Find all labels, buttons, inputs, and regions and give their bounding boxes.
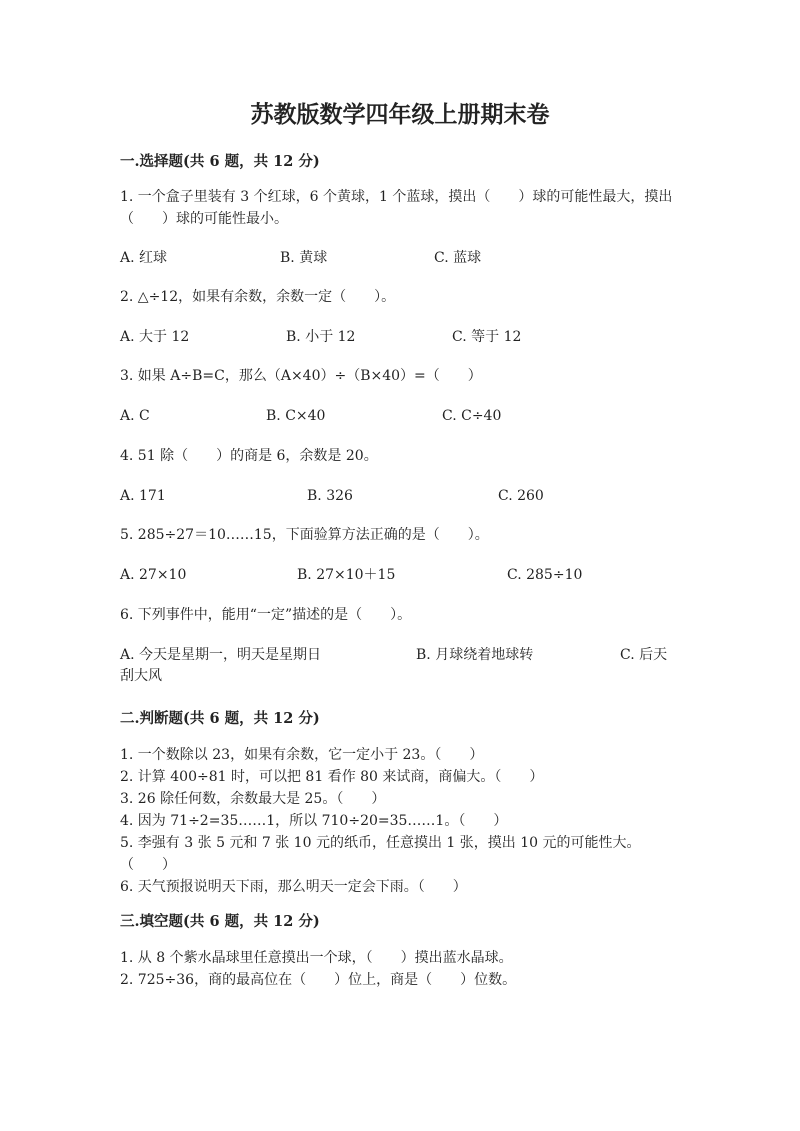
judgement-item-5: 5. 李强有 3 张 5 元和 7 张 10 元的纸币，任意摸出 1 张，摸出 10 元的可能性大。 （ ）: [120, 835, 662, 873]
option-b: B. 326: [307, 488, 353, 504]
question-4-options: [120, 485, 680, 507]
option-a: A. 27×10: [120, 567, 187, 583]
section-heading-fill-blank: 三.填空题(共 6 题，共 12 分): [120, 913, 320, 930]
judgement-item-2: 2. 计算 400÷81 时，可以把 81 看作 80 来试商，商偏大。（ ）: [120, 769, 544, 785]
fill-item-1: 1. 从 8 个紫水晶球里任意摸出一个球，（ ）摸出蓝水晶球。: [120, 950, 513, 966]
option-c: C. 285÷10: [507, 567, 583, 583]
question-1: 1. 一个盒子里装有 3 个红球，6 个黄球，1 个蓝球，摸出（ ）球的可能性最大，摸出（ ）球的可能性最小。: [120, 189, 673, 227]
question-6-option-c-wrap: 刮大风: [120, 668, 162, 684]
question-3-options: [120, 405, 680, 427]
page-title: 苏教版数学四年级上册期末卷: [250, 101, 550, 128]
option-a: A. C: [120, 408, 150, 424]
question-2-options: [120, 326, 680, 348]
option-c: C. 等于 12: [452, 329, 522, 345]
option-a: A. 今天是星期一，明天是星期日: [120, 647, 322, 663]
question-3: 3. 如果 A÷B=C，那么（A×40）÷（B×40）=（ ）: [120, 368, 482, 384]
section-heading-choice: 一.选择题(共 6 题，共 12 分): [120, 153, 320, 170]
judgement-item-4: 4. 因为 71÷2=35……1，所以 710÷20=35……1。（ ）: [120, 813, 508, 829]
judgement-item-1: 1. 一个数除以 23，如果有余数，它一定小于 23。（ ）: [120, 747, 484, 763]
question-5-options: [120, 564, 680, 586]
option-a: A. 红球: [120, 250, 168, 266]
option-c: C. 260: [498, 488, 544, 504]
question-6-options: [120, 644, 680, 666]
section-heading-judgement: 二.判断题(共 6 题，共 12 分): [120, 710, 320, 727]
option-c: C. 蓝球: [434, 250, 482, 266]
question-1-options: [120, 247, 680, 269]
option-a: A. 171: [120, 488, 166, 504]
judgement-item-3: 3. 26 除任何数，余数最大是 25。（ ）: [120, 791, 386, 807]
option-c: C. C÷40: [442, 408, 502, 424]
option-b: B. 小于 12: [286, 329, 356, 345]
option-a: A. 大于 12: [120, 329, 190, 345]
question-4: 4. 51 除（ ）的商是 6，余数是 20。: [120, 448, 378, 464]
judgement-item-6: 6. 天气预报说明天下雨，那么明天一定会下雨。（ ）: [120, 879, 467, 895]
question-5: 5. 285÷27＝10……15，下面验算方法正确的是（ ）。: [120, 527, 489, 543]
option-c: C. 后天: [620, 647, 668, 663]
fill-item-2: 2. 725÷36，商的最高位在（ ）位上，商是（ ）位数。: [120, 972, 517, 988]
question-2: 2. △÷12，如果有余数，余数一定（ ）。: [120, 289, 396, 305]
question-6: 6. 下列事件中，能用“一定”描述的是（ ）。: [120, 607, 412, 623]
option-b: B. 27×10＋15: [297, 567, 396, 583]
option-b: B. C×40: [266, 408, 326, 424]
option-b: B. 黄球: [280, 250, 328, 266]
option-b: B. 月球绕着地球转: [416, 647, 534, 663]
